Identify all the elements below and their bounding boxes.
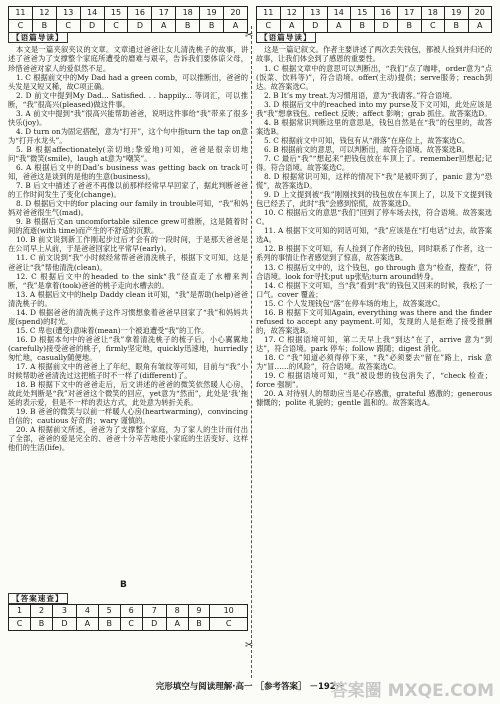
answer-cell: C [210,618,248,631]
question-number-cell: 16 [374,7,398,20]
guide-text: 本文是一篇夹叙夹议的文章。文章通过爸爸让女儿清洗桃子的故事，讲述了爸爸为了支撑整个家庭所遭受的磨难与艰辛，告诉我们要体谅父母，珍惜爸爸对家人的爱似然不足。 [8,45,248,73]
explanation-list [8,73,248,453]
question-number-cell: 11 [9,7,33,20]
answer-cell: D [374,20,398,33]
answer-cell: D [304,20,328,33]
answer-cell: C [421,20,445,33]
question-number-cell: 19 [445,7,469,20]
question-number-cell: 10 [210,605,248,618]
question-number-cell: 19 [200,7,224,20]
explanation-item: 13. C 根据后文中的，这个钱包，go through 意为“检查，搜查”，符合语境。look for寻找;put up张贴;turn around转身。 [256,262,492,281]
explanation-item: 15. C 个人发现钱包“落”在停车场的地上，故答案选C。 [264,298,445,308]
answer-cell: B [176,20,200,33]
explanation-item: 5. B 根据affectionately(亲切地;挚爱地)可知，爸爸是很亲切地问“我”微笑(smile)，laugh at意为“嘲笑”。 [8,144,248,163]
answer-cell: A [77,618,99,631]
answer-cell: C [257,20,281,33]
guide-text: 这是一篇记叙文。作者主要讲述了两次丢失钱包，都被人捡到并归还的故事，让我们体会到了感恩的重要性。 [256,45,492,64]
answer-cell: D [52,618,76,631]
question-number-cell: 12 [32,7,56,20]
question-number-cell: 14 [80,7,104,20]
answer-cell: D [142,618,166,631]
page-footer: 完形填空与阅读理解·高一 ［参考答案］ －192－ [155,682,345,692]
section-b-label: B [120,580,127,590]
explanation-item: 15. C 卑也(遭受)意味着(mean)一个被迫遭受“我”的工作。 [16,325,209,335]
cut-line [251,26,252,678]
answer-cell: C [9,20,33,33]
question-number-cell: 18 [421,7,445,20]
explanation-item: 16. D 根据本句中的爸爸让“我”拿着清洗桃子的梳子后，小心翼翼地(carefully)接受爸爸的桃子，firmly坚定地，quickly迅速地，hurriedly匆忙地，casually随便地。 [8,334,248,362]
scissors-icon: ✂ [245,30,254,41]
explanation-item: 11. A 根据下文可知的同话可知，“我”应该是在“打电话”过去，故答案选A。 [256,226,492,245]
question-number-cell: 4 [77,605,99,618]
explanation-item: 5. C 根据前文中可知，钱包有从“滑落”在座位上，故答案选C。 [264,135,470,145]
explanation-item: 19. B 爸爸的微笑与以前一样暖人心房(heartwarming)，convincing自信的；cautious 好奇的；wary 谨慎的。 [8,407,248,426]
explanation-item: 12. B 根据下文可知，有人捡到了作者的钱包，同时联系了作者，这一系列的事情让作者感觉到了惊喜，故答案选B。 [256,244,492,263]
explanation-item: 2. B It’s my treat.为习惯用语，意为“我请客。”符合语境。 [264,90,457,100]
table-row [9,605,248,618]
explanation-item: 20. A 根据前文所述，爸爸为了支撑整个家庭，为了家人的生计而付出了全部，爸爸的爱是完全的、爸爸十分辛苦地使小家庭的生活变好、这样他们的生活(life)。 [8,425,248,453]
explanation-item: 16. B 根据下文可知Again, everything was there and the finder refused to accept any payment.可知，发现的人是拒绝了接受报酬的，故答案选B。 [256,307,492,335]
explanation-item: 7. B 后文中描述了爸爸不再像以前那样经常早早回家了，据此判断爸爸的工作时间发生了变化(change)。 [8,181,248,200]
answer-cell: B [32,20,56,33]
question-number-cell: 14 [327,7,351,20]
question-number-cell: 18 [176,7,200,20]
explanation-item: 6. B 根据前文的意思，可以判断出，故符合语境。故答案选B。 [264,144,469,154]
right-column [256,30,492,407]
question-number-cell: 17 [152,7,176,20]
question-number-cell: 15 [104,7,128,20]
answer-cell: B [445,20,469,33]
explanation-item: 14. D 根据爸爸的清洗桃子这件习惯想象着爸爸早回家了“我”和妈妈共度(spend)的时光。 [8,307,248,326]
answer-table-right [256,6,492,33]
watermark-logo: 答案圈 MXQE.COM [330,681,494,701]
explanation-item: 1. C 根据文章中的意思可以判断出，“我们”点了咖啡，order意为“点(饭菜、饮料等)”，符合语境。offer(主动)提供；serve服务；reach到达。故答案选C。 [256,63,492,91]
table-row [9,7,248,20]
answer-cell: B [200,20,224,33]
answer-cell: B [98,618,120,631]
guide-label: 【语篇导读】 [256,32,316,43]
question-number-cell: 6 [120,605,142,618]
question-number-cell: 17 [398,7,422,20]
question-number-cell: 2 [31,605,53,618]
answer-cell: B [188,618,210,631]
explanation-item: 18. B 根据下文中的爸爸走后，后文讲述的爸爸的微笑依然暖人心房，故此处判断是“我”对爸爸这个微笑的回应，yet意为“然而”，此处是‘我’拖延的表示爱，但是不一样的表达方式，此处意为转折关系。 [8,380,248,408]
question-number-cell: 13 [304,7,328,20]
scissors-icon: ✂ [245,640,254,651]
explanation-item: 14. C 根据下文可知，当“我”看到“我”的钱包又回来的时候，我松了一口气。cover 覆盖； [256,280,492,299]
explanation-item: 8. D 根据后文中的for placing our family in trouble可知，“我”和妈妈对爸爸很生气(mad)。 [8,199,248,218]
explanation-item: 3. A 前文中提到“我”很高兴能帮助爸爸，说明这件事给“我”带来了很多快乐(joy)。 [8,108,248,127]
question-number-cell: 7 [142,605,166,618]
answer-cell: C [120,618,142,631]
answer-cell: C [104,20,128,33]
explanation-item: 20. A 对待别人的帮助应当是心存感激，grateful 感激的；generous 慷慨的；polite 礼貌的；gentle 温和的。故答案选A。 [256,389,492,408]
table-row [257,7,492,20]
question-number-cell: 13 [56,7,80,20]
explanation-item: 1. C 根据前文中的My Dad had a green comb，可以推断出，爸爸的头发是又短又稀，故C项正确。 [8,72,248,91]
answer-cell: A [224,20,248,33]
explanation-item: 17. A 根据前文中的爸爸上了年纪，眼角有皱纹等可知，目前与“我”小时候帮助爸爸清洗过这把梳子时不一样了(different)了。 [8,362,248,381]
question-number-cell: 15 [351,7,375,20]
explanation-item: 10. C 根据后文的意思“我们”回到了停车场去找，符合语境。故答案选C。 [256,208,492,227]
explanation-item: 12. C 根据后文中的headed to the sink“我”径直走了水槽来判断，“我”是拿着(took)爸爸的桃子走向水槽去的。 [8,271,248,290]
left-column [8,30,248,453]
explanation-item: 19. C 根据语境可知，“我”被设想的钱包消失了，“check 检查；force 强制”。 [256,371,492,390]
question-number-cell: 1 [9,605,31,618]
question-number-cell: 20 [468,7,492,20]
answer-cell: A [280,20,304,33]
explanation-item: 4. D turn on为固定搭配，意为“打开”，这个句中指turn the tap on意为“打开水龙头”。 [8,126,248,145]
answer-cell: A [152,20,176,33]
question-number-cell: 5 [98,605,120,618]
question-number-cell: 20 [224,7,248,20]
explanation-item: 11. C 前文说到“我”小时候经常帮爸爸清洗桃子，根据下文可知，这是爸爸让“我”帮他清洗(clean)。 [8,253,248,272]
explanation-item: 2. D 前文中提到My Dad... Satisfied. . . happily... 等词汇，可以推断，“我”很高兴(pleased)做这件事。 [8,90,248,109]
answer-table-left [8,6,248,33]
explanation-list [256,64,492,408]
explanation-item: 13. A 根据后文中的help Daddy clean it可知，“我”是帮助(help)爸爸清洗桃子的。 [8,289,248,308]
explanation-item: 18. C “我”知道必须得停下来，“我”必须要去“留在”路上，risk 意为“冒……的风险”，符合语境。故答案选C。 [256,353,492,372]
answer-cell: B [398,20,422,33]
answer-quick-check-label: 【答案速查】 [8,591,68,606]
answer-cell: B [351,20,375,33]
question-number-cell: 12 [280,7,304,20]
answer-cell: C [9,618,31,631]
explanation-item: 7. C 最后“我”“想起来”把钱包放在车顶上了。remember回想起;记得。符合语境。故答案选C。 [256,153,492,173]
explanation-item: 9. B 根据后文an uncomfortable silence grew可推断，这是随着时间的流逝(with time)而产生的不舒适的沉默。 [8,217,248,236]
question-number-cell: 9 [188,605,210,618]
question-number-cell: 8 [166,605,188,618]
question-number-cell: 3 [52,605,76,618]
guide-label: 【语篇导读】 [8,32,68,43]
table-row [9,618,248,631]
answer-cell: A [327,20,351,33]
explanation-item: 17. C 根据语境可知，第二天早上我“到达”在了，arrive 意为“到达”，符合语境。park 停车；follow 跟随；digest 消化。 [256,334,492,353]
explanation-item: 8. D 根据常识可知，这样的情况下“我”是被吓到了，panic 意为“恐慌”，故答案选D。 [256,172,492,191]
explanation-item: 10. B 前文说到新工作刚起步过后才会有的一段时间，于是那天爸爸是在公司早上从前，于是爸爸回家比平常早(early)。 [8,235,248,254]
answer-cell: D [128,20,152,33]
explanation-item: 3. D 根据后文中的reached into my purse及下文可知，此处应该是我“我”想拿钱包。reflect 反映；affect 影响；grab 抓住。故答案选D。 [256,99,492,118]
explanation-item: 6. A 根据后文中的Dad’s business was getting back on track可知，爸爸这是谈到的是他的生意(business)。 [8,163,248,182]
answer-table-bottom [8,604,248,631]
question-number-cell: 16 [128,7,152,20]
explanation-item: 9. D 上文提到被“我”刚刚找到的钱包放在车顶上了，以及下文提到钱包已经丢了，此时“我”会感到惊慌，故答案选D。 [256,190,492,209]
explanation-item: 4. B 根据常识判断这里的意思是，钱包自然是在“我”的包里的，故答案选B。 [256,117,492,136]
answer-cell: C [56,20,80,33]
answer-cell: A [166,618,188,631]
question-number-cell: 11 [257,7,281,20]
answer-cell: B [31,618,53,631]
answer-cell: A [468,20,492,33]
answer-cell: D [80,20,104,33]
